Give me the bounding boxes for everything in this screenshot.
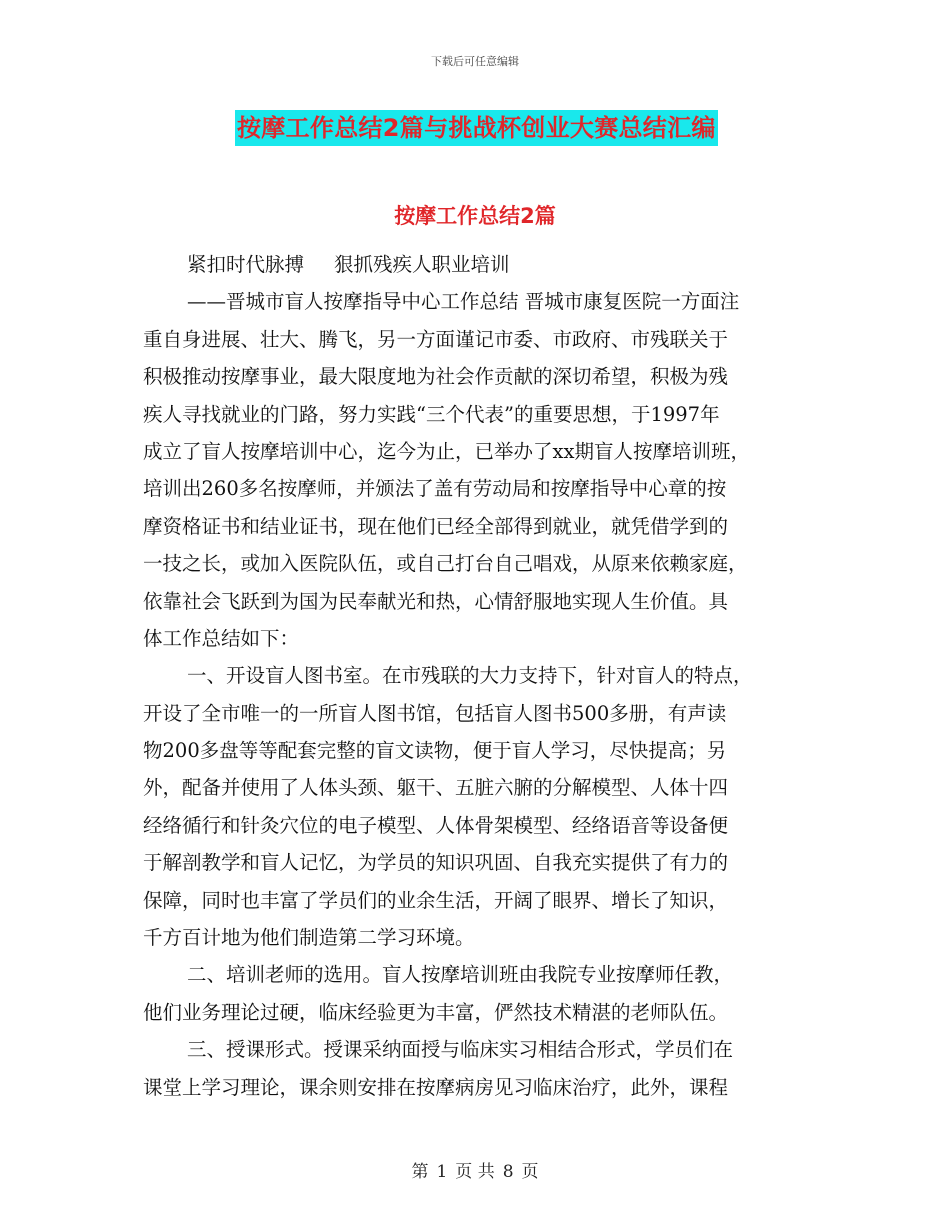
paragraph-line: 他们业务理论过硬，临床经验更为丰富，俨然技术精湛的老师队伍。 bbox=[143, 1000, 729, 1024]
paragraph-line: 重自身进展、壮大、腾飞，另一方面谨记市委、市政府、市残联关于 bbox=[143, 327, 729, 351]
paragraph-line: 体工作总结如下： bbox=[143, 626, 300, 650]
body-heading-b: 狠抓残疾人职业培训 bbox=[334, 253, 510, 276]
paragraph-line: 于解剖教学和盲人记忆，为学员的知识巩固、自我充实提供了有力的 bbox=[143, 851, 729, 875]
footer-middle: 页 共 bbox=[455, 1162, 495, 1182]
paragraph-line: 一技之长，或加入医院队伍，或自己打台自己唱戏，从原来依赖家庭， bbox=[143, 552, 748, 576]
body-heading-a: 紧扣时代脉搏 bbox=[187, 253, 305, 276]
paragraph-line: 二、培训老师的选用。盲人按摩培训班由我院专业按摩师任教， bbox=[187, 963, 734, 987]
paragraph-line: 成立了盲人按摩培训中心，迄今为止，已举办了xx期盲人按摩培训班， bbox=[143, 439, 750, 463]
header-note: 下载后可任意编辑 bbox=[431, 55, 519, 68]
page-footer bbox=[0, 1157, 950, 1182]
main-title-block bbox=[235, 110, 718, 146]
footer-suffix: 页 bbox=[521, 1162, 539, 1182]
paragraph-line: 一、开设盲人图书室。在市残联的大力支持下，针对盲人的特点， bbox=[187, 664, 753, 688]
paragraph-line: 摩资格证书和结业证书，现在他们已经全部得到就业，就凭借学到的 bbox=[143, 514, 729, 538]
document-body bbox=[143, 246, 823, 1106]
sub-title: 按摩工作总结2篇 bbox=[394, 204, 556, 228]
paragraph-line: 经络循行和针灸穴位的电子模型、人体骨架模型、经络语音等设备便 bbox=[143, 813, 729, 837]
paragraph-line: 依靠社会飞跃到为国为民奉献光和热，心情舒服地实现人生价值。具 bbox=[143, 589, 729, 613]
paragraph-line: 疾人寻找就业的门路，努力实践“三个代表”的重要思想，于1997年 bbox=[143, 402, 720, 426]
footer-prefix: 第 bbox=[411, 1162, 429, 1182]
paragraph-line: 培训出260多名按摩师，并颁法了盖有劳动局和按摩指导中心章的按 bbox=[143, 477, 727, 501]
paragraph-line: 三、授课形式。授课采纳面授与临床实习相结合形式，学员们在 bbox=[187, 1038, 734, 1062]
paragraph-line: 课堂上学习理论，课余则安排在按摩病房见习临床治疗，此外，课程 bbox=[143, 1075, 729, 1099]
paragraph-line: 开设了全市唯一的一所盲人图书馆，包括盲人图书500多册，有声读 bbox=[143, 701, 727, 725]
paragraph-line: 物200多盘等等配套完整的盲文读物，便于盲人学习，尽快提高；另 bbox=[143, 739, 727, 763]
paragraph-line: 千方百计地为他们制造第二学习环境。 bbox=[143, 926, 475, 950]
paragraph-line: 积极推动按摩事业，最大限度地为社会作贡献的深切希望，积极为残 bbox=[143, 365, 729, 389]
main-title: 按摩工作总结2篇与挑战杯创业大赛总结汇编 bbox=[235, 110, 718, 146]
footer-total-pages: 8 bbox=[502, 1162, 514, 1182]
paragraph-line: ——晋城市盲人按摩指导中心工作总结 晋城市康复医院一方面注 bbox=[187, 290, 740, 314]
body-heading-line bbox=[143, 246, 823, 283]
footer-page-number: 1 bbox=[436, 1162, 448, 1182]
paragraph-line: 保障，同时也丰富了学员们的业余生活，开阔了眼界、增长了知识， bbox=[143, 888, 729, 912]
paragraph-line: 外，配备并使用了人体头颈、躯干、五脏六腑的分解模型、人体十四 bbox=[143, 776, 729, 800]
